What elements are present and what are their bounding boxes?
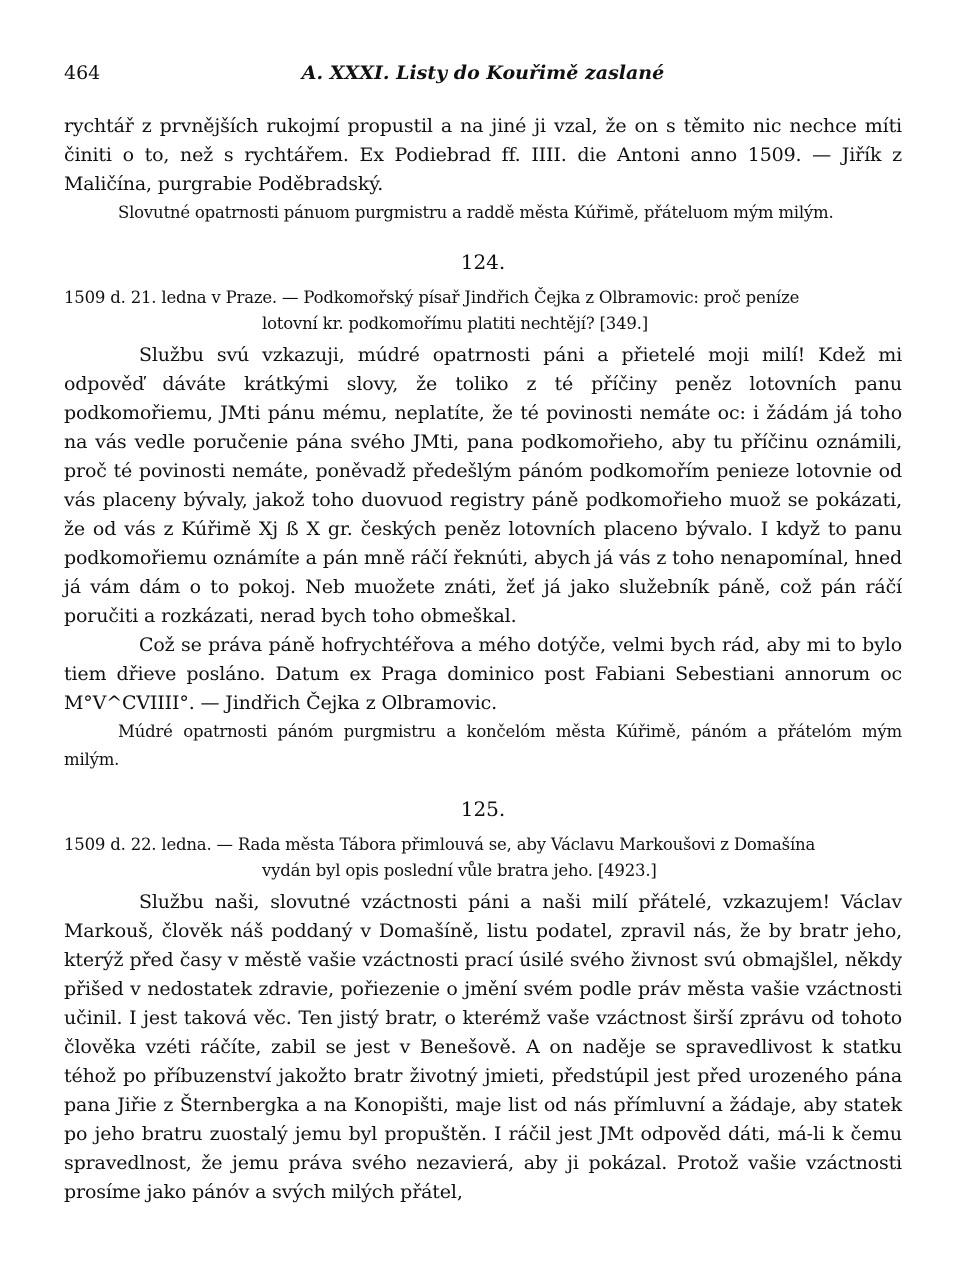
intro-text: rychtář z prvnějších rukojmí propustil a na jiné ji vzal, že on s těmito nic nechce míti činiti o to, než s rychtářem. Ex Podiebrad ff. IIII. die Antoni anno 1509. — Jiřík z Maličína, purgrabie Poděbradský. (64, 115, 902, 195)
letter-124-paragraph-1: Službu svú vzkazuji, múdré opatrnosti páni a přietelé moji milí! Kdež mi odpověď dáváte krátkými slovy, že toliko z té příčiny peněz lotovních panu podkomořiemu, JMti pánu mému, neplatíte, že té povinosti nemáte oc: i žádám já toho na vás vedle poručenie pána svého JMti, pana podkomořieho, aby tu příčinu oznámili, proč té povinosti nemáte, poněvadž předešlým pánóm podkomořím penieze lotovnie od vás placeny bývaly, jakož toho duovuod registry páně podkomořieho muož se pokázati, že od vás z Kúřimě Xj ß X gr. českých peněz lotovních placeno bývalo. I když to panu podkomořiemu oznámíte a pán mně ráčí řeknúti, abych já vás z toho nenapomínal, hned já vám dám o to pokoj. Neb muožete znáti, žeť já jako služebník páně, což pán ráčí poručiti a rozkázati, nerad bych toho obmeškal. (64, 344, 902, 627)
page-header (64, 62, 902, 92)
regest-124-line1: 1509 d. 21. ledna v Praze. — Podkomořský písař Jindřich Čejka z Olbramovic: proč peníze (64, 288, 800, 307)
document-number-124: 124. (460, 250, 506, 274)
document-number-125: 125. (460, 797, 506, 821)
running-title: A. XXXI. Listy do Kouřimě zaslané (301, 62, 665, 84)
regest-125-line2: vydán byl opis poslední vůle bratra jeho. [4923.] (262, 861, 657, 880)
letter-124-paragraph-2: Což se práva páně hofrychtéřova a mého dotýče, velmi bych rád, aby mi to bylo tiem dřieve posláno. Datum ex Praga dominico post Fabiani Sebestiani annorum oc M°V^CVIIII°. — Jindřich Čejka z Olbramovic. (64, 634, 902, 714)
regest-125 (64, 832, 902, 884)
regest-125-line1: 1509 d. 22. ledna. — Rada města Tábora přimlouvá se, aby Václavu Markoušovi z Domašína (64, 835, 816, 854)
page-body (64, 112, 902, 1207)
letter-125-paragraph-1: Službu naši, slovutné vzáctnosti páni a naši milí přátelé, vzkazujem! Václav Markouš, člověk náš poddaný v Domašíně, listu podatel, zpravil nás, že by bratr jeho, kterýž před časy v městě vašie vzáctnosti prací úsilé svého živnost svú obmajšlel, někdy přišed v nedostatek zdravie, pořiezenie o jmění svém podle práv města vašie vzáctnosti učinil. I jest taková věc. Ten jistý bratr, o kterémž vaše vzáctnost širší zprávu od tohoto člověka vzéti ráčíte, zabil se jest v Benešově. A on naděje se spravedlivost k statku téhož po příbuzenství jakožto bratr životný jmieti, předstúpil jest před urozeného pána pana Jiřie z Šternbergka a na Konopišti, maje list od nás přímluvní a žádaje, aby statek po jeho bratru zuostalý jemu byl propuštěn. I ráčil jest JMt odpověd dáti, má-li k čemu spravedlnost, že jemu práva svého nezavierá, aby ji pokázal. Protož vašie vzáctnosti prosíme jako pánóv a svých milých přátel, (64, 891, 902, 1203)
regest-124-line2: lotovní kr. podkomořímu platiti nechtějí? [349.] (262, 314, 648, 333)
page-number: 464 (64, 62, 101, 84)
letter-124-address: Múdré opatrnosti pánóm purgmistru a končelóm města Kúřimě, pánóm a přátelóm mým milým. (64, 722, 902, 769)
intro-address: Slovutné opatrnosti pánuom purgmistru a raddě města Kúřimě, přáteluom mým milým. (118, 203, 834, 222)
regest-124 (64, 285, 902, 337)
